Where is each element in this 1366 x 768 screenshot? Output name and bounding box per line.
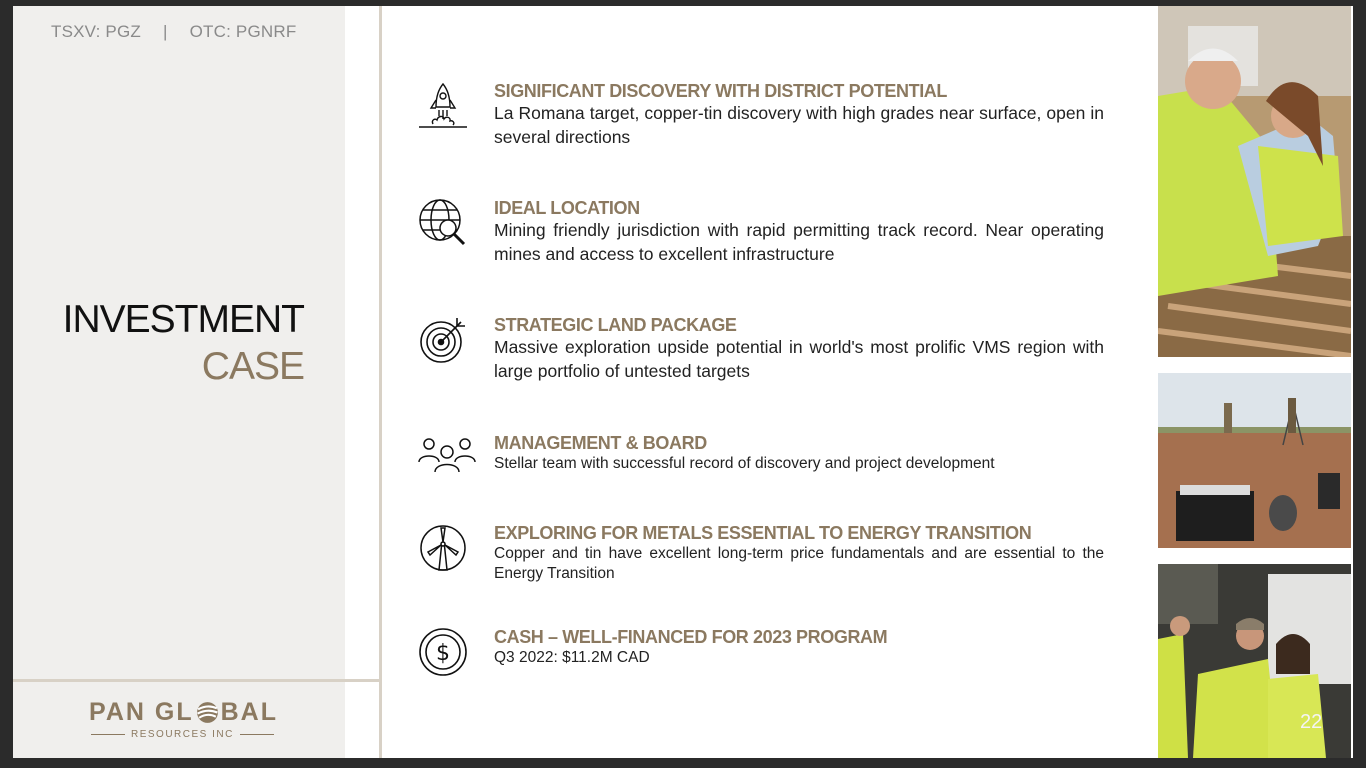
dollar-coin-icon [417, 626, 469, 678]
item-body: Massive exploration upside potential in world's most prolific VMS region with large portfolio of untested targets [494, 337, 1104, 381]
sidebar [13, 6, 345, 758]
page-number: 22 [1300, 711, 1323, 733]
item-body: Stellar team with successful record of discovery and project development [494, 455, 995, 472]
globe-search-icon [417, 197, 469, 249]
photo-column [1158, 6, 1353, 758]
globe-logo-icon [195, 700, 220, 725]
core-inspection-photo [1158, 6, 1351, 357]
logo-text-left: PAN GL [89, 698, 194, 726]
item-body: Copper and tin have excellent long-term price fundamentals and are essential to the Energy Transition [494, 545, 1104, 582]
item-heading: EXPLORING FOR METALS ESSENTIAL TO ENERGY TRANSITION [494, 523, 1032, 543]
horizontal-divider [13, 679, 381, 682]
title-line-1: INVESTMENT [62, 298, 304, 341]
item-body: La Romana target, copper-tin discovery with high grades near surface, open in several directions [494, 103, 1104, 147]
svg-text:$: $ [436, 641, 450, 666]
item-heading: STRATEGIC LAND PACKAGE [494, 315, 737, 335]
slide-title [63, 296, 304, 390]
logo-subtitle: RESOURCES INC [131, 729, 234, 740]
logo-text-right: BAL [220, 698, 278, 726]
logo-dash-left [91, 734, 125, 735]
field-drilling-photo [1158, 373, 1351, 548]
company-logo [89, 698, 289, 740]
item-body: Q3 2022: $11.2M CAD [494, 649, 650, 666]
slide [13, 6, 1353, 758]
item-heading: IDEAL LOCATION [494, 198, 640, 218]
item-heading: CASH – WELL-FINANCED FOR 2023 PROGRAM [494, 627, 888, 647]
title-line-2: CASE [201, 345, 304, 388]
logo-dash-right [240, 734, 274, 735]
vertical-divider [379, 6, 382, 758]
ticker-separator: | [162, 22, 168, 41]
rocket-icon [417, 80, 469, 132]
target-icon [417, 314, 469, 366]
ticker-otc: OTC: PGNRF [189, 22, 297, 41]
item-body: Mining friendly jurisdiction with rapid permitting track record. Near operating mines and access to excellent infrastructure [494, 220, 1104, 264]
ticker-line [51, 22, 296, 42]
ticker-tsxv: TSXV: PGZ [51, 22, 141, 41]
wind-turbine-icon [417, 522, 469, 574]
team-icon [417, 432, 477, 484]
item-heading: SIGNIFICANT DISCOVERY WITH DISTRICT POTENTIAL [494, 81, 948, 101]
item-heading: MANAGEMENT & BOARD [494, 433, 707, 453]
